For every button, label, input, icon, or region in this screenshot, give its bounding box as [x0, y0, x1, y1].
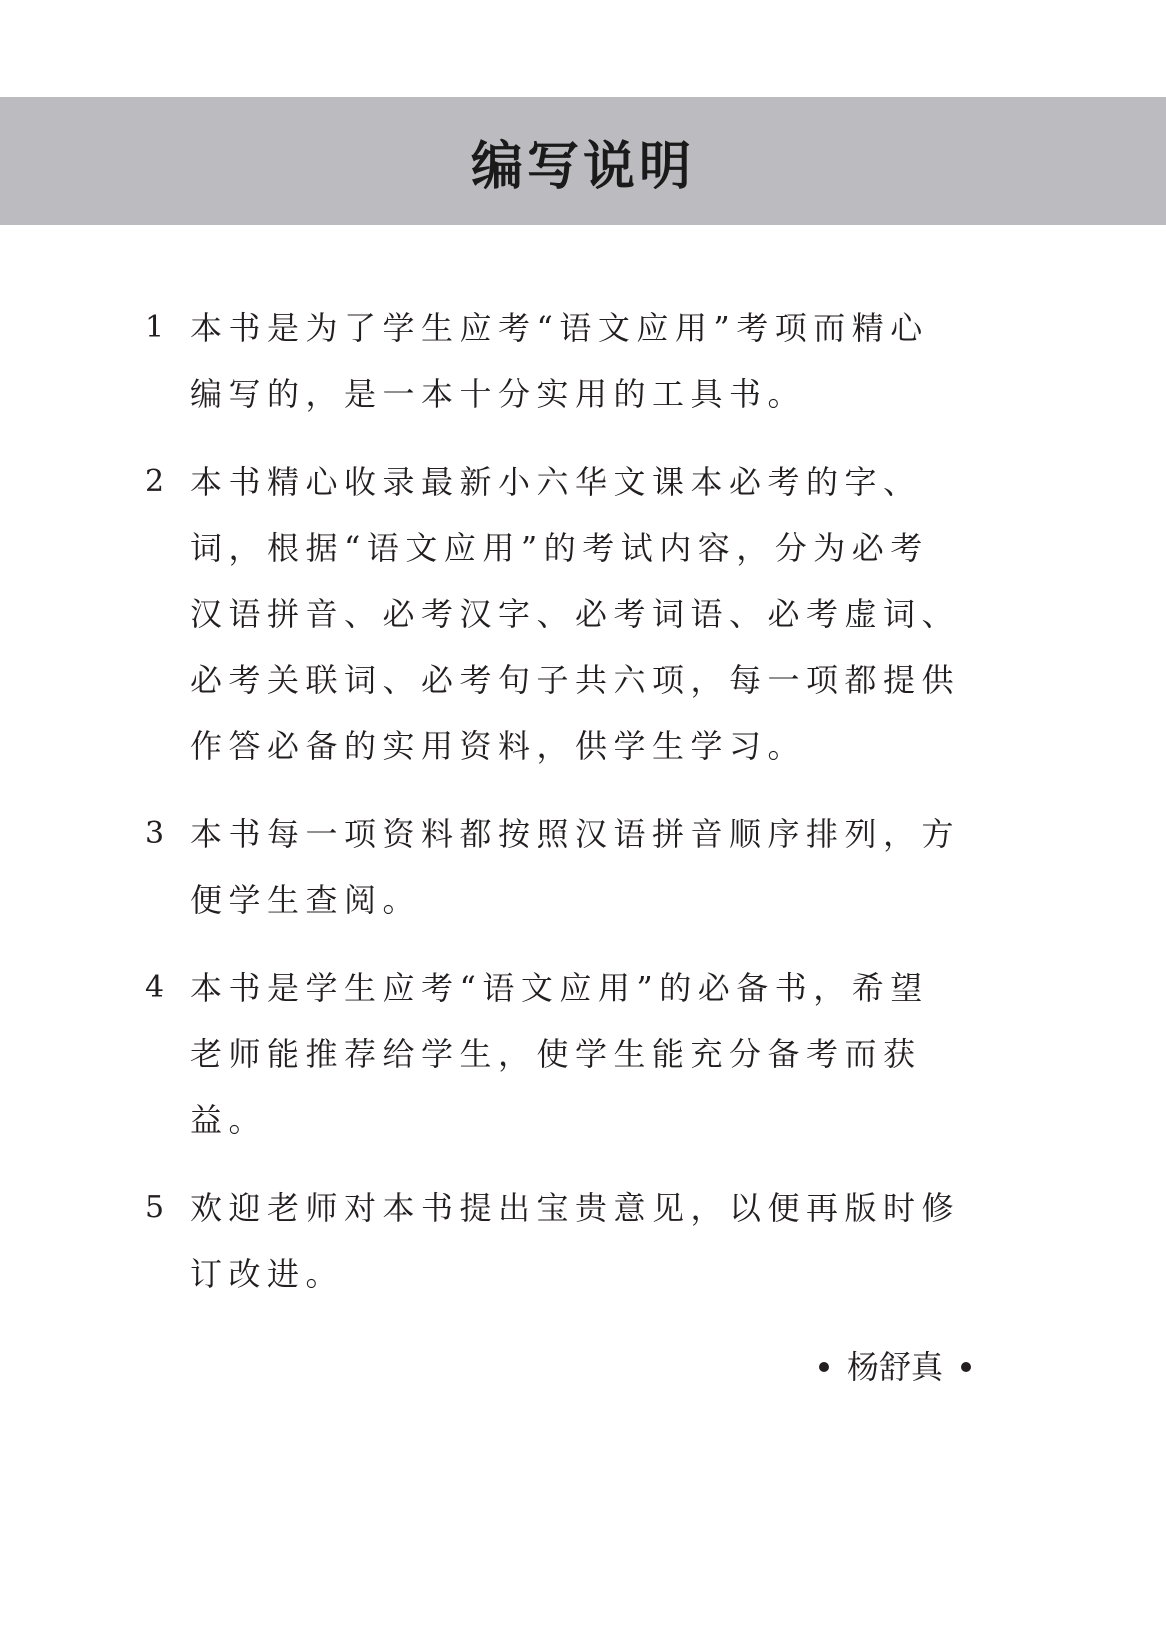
- item-text: [190, 955, 985, 1153]
- list-item: [145, 295, 985, 427]
- signature: [819, 1342, 971, 1392]
- header-band: [0, 97, 1166, 225]
- text-line: 本书是为了学生应考“语文应用”考项而精心: [190, 309, 929, 347]
- item-text: [190, 1175, 985, 1307]
- item-number: 4: [145, 970, 165, 1005]
- page-title: 编写说明: [470, 136, 695, 197]
- author-name: 杨舒真: [846, 1348, 943, 1386]
- text-line: 作答必备的实用资料，供学生学习。: [190, 727, 807, 765]
- list-item: [145, 449, 985, 779]
- list-item: [145, 1175, 985, 1307]
- item-number: 3: [145, 816, 165, 851]
- list-item: [145, 801, 985, 933]
- text-line: 编写的，是一本十分实用的工具书。: [190, 375, 807, 413]
- item-text: [190, 295, 985, 427]
- item-number: 2: [145, 464, 165, 499]
- list-item: [145, 955, 985, 1153]
- item-text: [190, 449, 985, 779]
- text-line: 老师能推荐给学生，使学生能充分备考而获: [190, 1035, 922, 1073]
- instruction-list: [145, 295, 985, 1329]
- text-line: 本书是学生应考“语文应用”的必备书，希望: [190, 969, 929, 1007]
- item-text: [190, 801, 985, 933]
- text-line: 便学生查阅。: [190, 881, 422, 919]
- text-line: 必考关联词、必考句子共六项，每一项都提供: [190, 661, 961, 699]
- item-number: 1: [145, 310, 165, 345]
- text-line: 订改进。: [190, 1255, 345, 1293]
- text-line: 词，根据“语文应用”的考试内容，分为必考: [190, 529, 929, 567]
- item-number: 5: [145, 1190, 165, 1225]
- text-line: 本书每一项资料都按照汉语拼音顺序排列，方: [190, 815, 961, 853]
- bullet-dot-left: [819, 1362, 829, 1372]
- text-line: 汉语拼音、必考汉字、必考词语、必考虚词、: [190, 595, 961, 633]
- bullet-dot-right: [961, 1362, 971, 1372]
- text-line: 欢迎老师对本书提出宝贵意见，以便再版时修: [190, 1189, 961, 1227]
- text-line: 本书精心收录最新小六华文课本必考的字、: [190, 463, 922, 501]
- text-line: 益。: [190, 1101, 268, 1139]
